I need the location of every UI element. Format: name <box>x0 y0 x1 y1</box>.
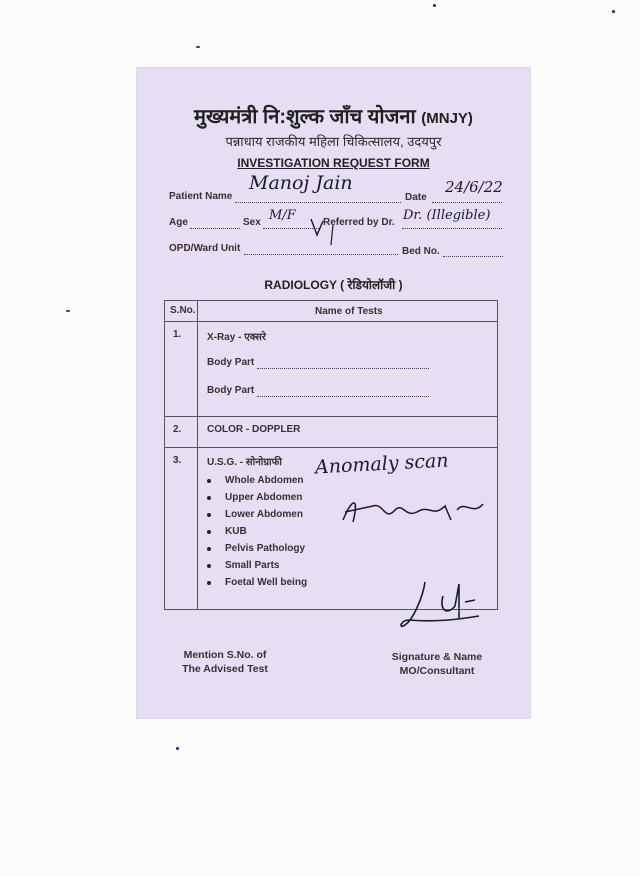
bed-no-label: Bed No. <box>402 246 440 257</box>
form-title <box>137 102 530 129</box>
test-name-header: Name of Tests <box>315 306 383 317</box>
bed-no-line <box>443 246 503 257</box>
patient-name-value: Manoj Jain <box>249 172 353 194</box>
opd-label: OPD/Ward Unit <box>169 243 241 254</box>
bullet-icon <box>207 479 211 483</box>
bullet-icon <box>207 564 211 568</box>
scheme-title: मुख्यमंत्री नि:शुल्क जाँच योजना <box>194 106 416 128</box>
date-value: 24/6/22 <box>445 178 503 196</box>
speck <box>176 747 179 750</box>
row-1-test: X-Ray - एक्सरे <box>207 332 267 343</box>
bullet-icon <box>207 496 211 500</box>
sex-label: Sex <box>243 217 261 228</box>
signature-caption <box>377 650 497 678</box>
age-line <box>190 218 240 229</box>
usg-item: Whole Abdomen <box>225 475 304 486</box>
patient-name-label: Patient Name <box>169 191 233 202</box>
speck <box>433 4 436 7</box>
speck <box>66 310 70 312</box>
doctor-signature <box>333 492 493 532</box>
hospital-name: पन्नाधाय राजकीय महिला चिकित्सालय, उदयपुर <box>225 134 442 149</box>
row-divider <box>165 447 497 448</box>
body-part-label: Body Part <box>207 357 255 368</box>
sno-header: S.No. <box>170 305 196 316</box>
usg-handwritten-note: Anomaly scan <box>314 449 450 479</box>
column-divider <box>197 301 198 609</box>
usg-item: Pelvis Pathology <box>225 543 306 554</box>
row-2-test: COLOR - DOPPLER <box>207 424 301 435</box>
usg-item: Upper Abdomen <box>225 492 303 503</box>
body-part-label: Body Part <box>207 385 255 396</box>
tests-table <box>164 300 498 610</box>
row-divider <box>165 416 497 417</box>
signature-line-2: MO/Consultant <box>399 665 475 677</box>
bullet-icon <box>207 581 211 585</box>
signature-line-1: Signature & Name <box>391 651 483 663</box>
mention-line-1: Mention S.No. of <box>183 649 267 661</box>
body-part-line <box>257 358 429 369</box>
usg-item: Lower Abdomen <box>225 509 303 520</box>
row-1-sno: 1. <box>173 329 182 340</box>
row-2-sno: 2. <box>173 424 182 435</box>
row-3-test: U.S.G. - सोनोग्राफी <box>207 457 282 468</box>
speck <box>196 46 200 48</box>
form-heading: INVESTIGATION REQUEST FORM <box>237 156 430 170</box>
referred-by-label: Referred by Dr. <box>323 217 395 228</box>
referred-by-value: Dr. (Illegible) <box>403 208 491 223</box>
bullet-icon <box>207 513 211 517</box>
header-divider <box>165 321 497 322</box>
age-label: Age <box>169 217 188 228</box>
usg-item: Small Parts <box>225 560 280 571</box>
speck <box>612 10 615 13</box>
bullet-icon <box>207 547 211 551</box>
mo-signature <box>395 576 485 636</box>
office-stamp <box>225 635 369 701</box>
mention-line-2: The Advised Test <box>182 663 268 675</box>
body-part-line <box>257 386 429 397</box>
bullet-icon <box>207 530 211 534</box>
pen-mark <box>307 213 347 253</box>
scheme-abbr: (MNJY) <box>421 110 473 127</box>
usg-item: Foetal Well being <box>225 577 308 588</box>
usg-item: KUB <box>225 526 247 537</box>
radiology-heading: RADIOLOGY ( रेडियोलॉजी ) <box>264 278 403 292</box>
request-form <box>137 68 530 718</box>
date-label: Date <box>405 192 427 203</box>
row-3-sno: 3. <box>173 455 182 466</box>
sex-value: M/F <box>269 208 296 223</box>
